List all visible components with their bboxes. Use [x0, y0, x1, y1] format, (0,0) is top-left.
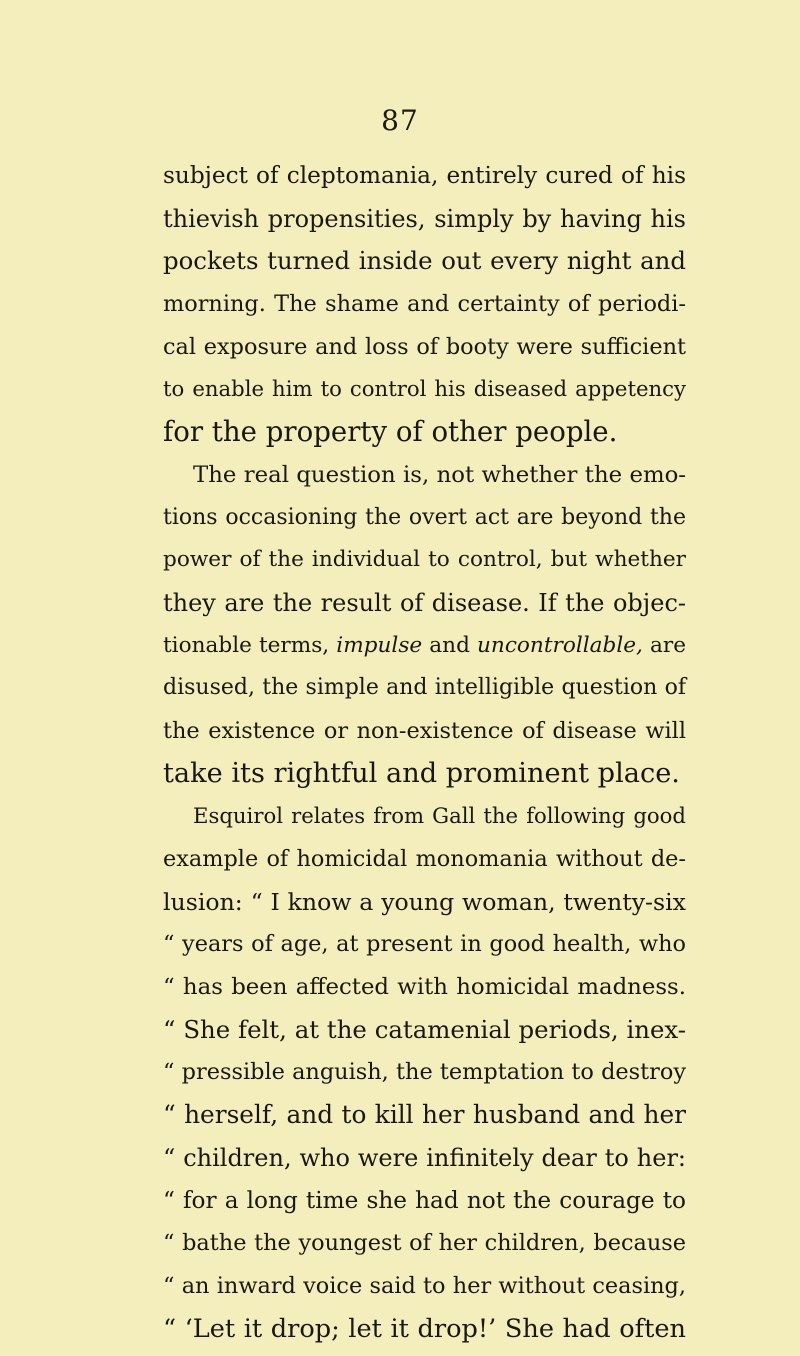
text-line: “ for a long time she had not the courage to	[163, 1186, 686, 1214]
text-line: example of homicidal monomania without de-	[163, 846, 686, 872]
text-line: disused, the simple and intelligible question of	[163, 675, 686, 701]
italic-term-impulse: impulse	[336, 632, 423, 658]
text-line: The real question is, not whether the emo-	[193, 461, 686, 488]
text-line: “ children, who were infinitely dear to her:	[163, 1143, 686, 1172]
text-line: cal exposure and loss of booty were sufficient	[163, 333, 686, 360]
text-line: “ She felt, at the catamenial periods, inex-	[163, 1014, 686, 1044]
text-line: “ herself, and to kill her husband and her	[163, 1100, 686, 1130]
text-line: “ ‘Let it drop; let it drop!’ She had often	[163, 1313, 686, 1344]
text-fragment: tionable terms,	[163, 632, 330, 658]
text-line: lusion: “ I know a young woman, twenty-six	[163, 887, 686, 916]
text-line: “ bathe the youngest of her children, because	[163, 1230, 686, 1257]
text-line: Esquirol relates from Gall the following good	[193, 803, 686, 829]
page-number: 87	[381, 104, 419, 137]
text-line-with-italics	[163, 625, 686, 668]
text-line: the existence or non-existence of disease will	[163, 717, 686, 744]
text-line: power of the individual to control, but whether	[163, 547, 686, 573]
text-line: for the property of other people.	[163, 415, 618, 449]
text-line: they are the result of disease. If the objec-	[163, 588, 686, 617]
text-line: “ an inward voice said to her without ceasing,	[163, 1272, 686, 1299]
text-fragment: and	[429, 632, 470, 658]
text-line: thievish propensities, simply by having his	[163, 204, 686, 233]
text-fragment: are	[650, 632, 686, 658]
text-line: morning. The shame and certainty of periodi-	[163, 291, 686, 318]
text-line: take its rightful and prominent place.	[163, 757, 680, 789]
text-line: “ has been affected with homicidal madness.	[163, 974, 686, 1001]
italic-term-uncontrollable: uncontrollable,	[477, 632, 643, 658]
text-line: “ years of age, at present in good health, who	[163, 931, 686, 958]
text-line: “ pressible anguish, the temptation to destroy	[163, 1059, 686, 1086]
text-line: subject of cleptomania, entirely cured of his	[163, 162, 686, 189]
text-line: pockets turned inside out every night and	[163, 246, 686, 276]
text-line: tions occasioning the overt act are beyond the	[163, 504, 686, 530]
body-text	[163, 155, 686, 1350]
text-line: to enable him to control his diseased appetency	[163, 376, 686, 402]
